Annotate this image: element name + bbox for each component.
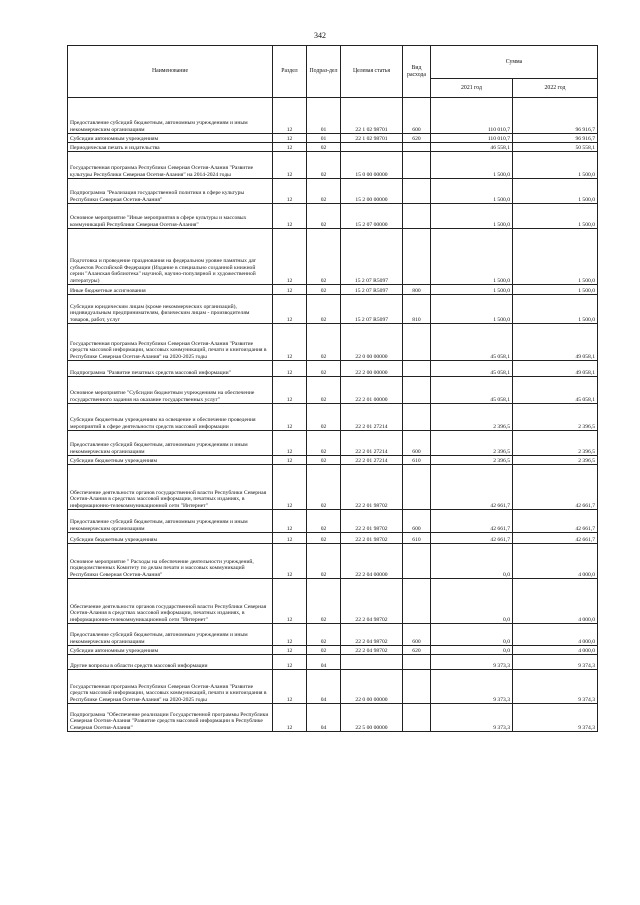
cell-s2021: 45 058,1 [431,361,513,377]
header-podrazdel: Подраз-дел [307,46,341,98]
cell-code: 22 1 02 98701 [341,98,403,134]
table-row [68,98,598,134]
cell-vid: 800 [403,285,431,295]
table-row [68,646,598,655]
cell-name: Предоставление субсидий бюджетным, автономным учреждениям и иным некоммерческим организациям [68,510,273,533]
cell-s2022: 42 661,7 [513,533,598,544]
table-row [68,229,598,285]
header-year-2022: 2022 год [513,79,598,98]
cell-s2022: 42 661,7 [513,510,598,533]
header-year-2021: 2021 год [431,79,513,98]
cell-s2021: 1 500,0 [431,152,513,179]
cell-s2022: 9 374,3 [513,704,598,732]
cell-vid [403,544,431,579]
cell-name: Субсидии юридическим лицам (кроме некоммерческих организаций), индивидуальным предпринимателям, физическим лицам - производителям товаров, работ, услуг [68,295,273,324]
cell-vid: 600 [403,510,431,533]
table-row [68,377,598,404]
cell-name: Государственная программа Республики Северная Осетия-Алания "Развитие культуры Республики Северная Осетия-Алания" на 2014-2024 годы [68,152,273,179]
cell-podrazdel: 02 [307,456,341,465]
cell-vid: 600 [403,431,431,456]
cell-code: 15 2 07 00000 [341,204,403,229]
cell-s2021: 2 396,5 [431,431,513,456]
cell-vid: 610 [403,533,431,544]
cell-vid: 600 [403,98,431,134]
cell-code: 15 2 00 00000 [341,179,403,204]
cell-s2021: 9 373,3 [431,655,513,670]
cell-vid [403,204,431,229]
table-row [68,544,598,579]
cell-vid: 610 [403,456,431,465]
cell-s2021: 1 500,0 [431,285,513,295]
cell-podrazdel: 02 [307,179,341,204]
cell-podrazdel: 01 [307,98,341,134]
table-row [68,579,598,624]
cell-s2021: 0,0 [431,544,513,579]
cell-razdel: 12 [273,179,307,204]
cell-razdel: 12 [273,404,307,431]
cell-vid [403,377,431,404]
cell-code: 22 0 00 00000 [341,324,403,361]
cell-s2022: 49 058,1 [513,324,598,361]
cell-code: 22 2 04 98702 [341,579,403,624]
header-code: Целевая статья [341,46,403,98]
table-row [68,152,598,179]
cell-podrazdel: 02 [307,533,341,544]
cell-code: 22 2 00 00000 [341,361,403,377]
cell-razdel: 12 [273,646,307,655]
cell-s2021: 42 661,7 [431,533,513,544]
cell-podrazdel: 02 [307,465,341,510]
cell-razdel: 12 [273,704,307,732]
cell-vid [403,229,431,285]
cell-s2021: 110 010,7 [431,98,513,134]
budget-table [67,45,598,732]
cell-s2021: 45 058,1 [431,377,513,404]
cell-vid [403,179,431,204]
cell-podrazdel: 02 [307,377,341,404]
header-vid: Вид расхода [403,46,431,98]
cell-name: Периодическая печать и издательства [68,143,273,152]
table-row [68,624,598,646]
table-row [68,143,598,152]
cell-code: 22 2 01 27214 [341,431,403,456]
cell-name: Субсидии бюджетным учреждениям [68,456,273,465]
cell-s2021: 0,0 [431,646,513,655]
cell-name: Основное мероприятие "Субсидии бюджетным учреждениям на обеспечение государственного задания на оказание государственных услуг" [68,377,273,404]
cell-code: 22 2 04 00000 [341,544,403,579]
cell-vid: 620 [403,646,431,655]
cell-s2022: 45 058,1 [513,377,598,404]
cell-code: 22 2 01 00000 [341,377,403,404]
cell-s2022: 9 374,3 [513,655,598,670]
cell-s2022: 2 396,5 [513,431,598,456]
cell-code: 22 5 00 00000 [341,704,403,732]
cell-razdel: 12 [273,324,307,361]
cell-s2022: 1 500,0 [513,229,598,285]
cell-s2021: 1 500,0 [431,179,513,204]
cell-vid [403,579,431,624]
cell-s2022: 42 661,7 [513,465,598,510]
cell-s2021: 0,0 [431,579,513,624]
cell-razdel: 12 [273,579,307,624]
cell-code: 22 1 02 98701 [341,134,403,143]
cell-razdel: 12 [273,431,307,456]
cell-name: Субсидии бюджетным учреждениям на освещение и обеспечение проведения мероприятий в сфере деятельности средств массовой информации [68,404,273,431]
cell-razdel: 12 [273,98,307,134]
cell-razdel: 12 [273,510,307,533]
cell-razdel: 12 [273,533,307,544]
cell-vid [403,704,431,732]
cell-s2021: 46 558,1 [431,143,513,152]
cell-vid [403,324,431,361]
cell-name: Основное мероприятие "Иные мероприятия в сфере культуры и массовых коммуникаций Республики Северная Осетия-Алания" [68,204,273,229]
cell-podrazdel: 02 [307,431,341,456]
cell-podrazdel: 02 [307,510,341,533]
cell-s2021: 1 500,0 [431,295,513,324]
table-row [68,179,598,204]
cell-podrazdel: 02 [307,229,341,285]
cell-razdel: 12 [273,655,307,670]
cell-s2021: 2 396,5 [431,404,513,431]
table-row [68,204,598,229]
cell-s2021: 42 661,7 [431,510,513,533]
cell-s2021: 0,0 [431,624,513,646]
cell-s2022: 96 916,7 [513,134,598,143]
cell-code: 22 2 04 98702 [341,624,403,646]
table-row [68,324,598,361]
cell-razdel: 12 [273,143,307,152]
cell-code: 15 2 07 R5097 [341,285,403,295]
cell-name: Предоставление субсидий бюджетным, автономным учреждениям и иным некоммерческим организациям [68,98,273,134]
cell-vid: 620 [403,134,431,143]
cell-code: 22 2 01 98702 [341,533,403,544]
cell-vid: 600 [403,624,431,646]
cell-name: Обеспечение деятельности органов государственной власти Республики Северная Осетия-Алания в средствах массовой информации, печатных изданиях, в информационно-телекоммуникационной сети "Интернет" [68,465,273,510]
cell-razdel: 12 [273,361,307,377]
cell-code: 15 2 07 R5097 [341,229,403,285]
header-razdel: Раздел [273,46,307,98]
cell-name: Предоставление субсидий бюджетным, автономным учреждениям и иным некоммерческим организациям [68,431,273,456]
cell-s2022: 1 500,0 [513,152,598,179]
cell-code [341,655,403,670]
cell-s2022: 1 500,0 [513,204,598,229]
cell-razdel: 12 [273,152,307,179]
table-row [68,510,598,533]
table-row [68,134,598,143]
cell-podrazdel: 04 [307,704,341,732]
cell-code: 15 0 00 00000 [341,152,403,179]
cell-razdel: 12 [273,670,307,704]
cell-code: 22 2 01 27214 [341,456,403,465]
cell-s2022: 1 500,0 [513,179,598,204]
header-sum: Сумма [431,46,598,79]
cell-code: 22 2 01 98702 [341,465,403,510]
table-row [68,456,598,465]
cell-name: Подпрограмма "Обеспечение реализации Государственной программы Республики Северная Осетия-Алания "Развитие средств массовой информации в Республике Северная Осетия-Алания" [68,704,273,732]
cell-s2022: 2 396,5 [513,456,598,465]
cell-s2022: 9 374,3 [513,670,598,704]
cell-podrazdel: 01 [307,134,341,143]
cell-vid [403,670,431,704]
cell-podrazdel: 02 [307,143,341,152]
table-row [68,655,598,670]
table-row [68,465,598,510]
cell-razdel: 12 [273,204,307,229]
cell-name: Обеспечение деятельности органов государственной власти Республики Северная Осетия-Алания в средствах массовой информации, печатных изданиях, в информационно-телекоммуникационной сети "Интернет" [68,579,273,624]
cell-podrazdel: 02 [307,646,341,655]
cell-razdel: 12 [273,544,307,579]
cell-s2021: 9 373,3 [431,670,513,704]
cell-code: 22 2 01 27214 [341,404,403,431]
cell-name: Подпрограмма "Развитие печатных средств массовой информации" [68,361,273,377]
cell-razdel: 12 [273,456,307,465]
cell-s2022: 4 000,0 [513,579,598,624]
cell-razdel: 12 [273,624,307,646]
cell-vid [403,152,431,179]
cell-razdel: 12 [273,295,307,324]
table-row [68,431,598,456]
cell-name: Государственная программа Республики Северная Осетия-Алания "Развитие средств массовой информации, массовых коммуникаций, печати и книгоиздания в Республике Северная Осетия-Алания" на 2020-2025 годы [68,324,273,361]
cell-s2022: 2 396,5 [513,404,598,431]
cell-razdel: 12 [273,134,307,143]
table-row [68,670,598,704]
cell-name: Субсидии автономным учреждениям [68,134,273,143]
cell-vid [403,143,431,152]
cell-code: 22 0 00 00000 [341,670,403,704]
cell-vid [403,465,431,510]
cell-name: Иные бюджетные ассигнования [68,285,273,295]
cell-podrazdel: 02 [307,579,341,624]
cell-s2021: 1 500,0 [431,204,513,229]
cell-vid: 810 [403,295,431,324]
cell-razdel: 12 [273,229,307,285]
cell-podrazdel: 02 [307,361,341,377]
cell-code [341,143,403,152]
cell-vid [403,655,431,670]
table-row [68,533,598,544]
cell-podrazdel: 02 [307,324,341,361]
cell-razdel: 12 [273,377,307,404]
cell-podrazdel: 04 [307,655,341,670]
cell-s2022: 1 500,0 [513,295,598,324]
cell-s2021: 45 058,1 [431,324,513,361]
cell-podrazdel: 02 [307,204,341,229]
cell-code: 22 2 01 98702 [341,510,403,533]
cell-s2022: 1 500,0 [513,285,598,295]
cell-name: Субсидии автономным учреждениям [68,646,273,655]
cell-podrazdel: 02 [307,285,341,295]
cell-s2021: 42 661,7 [431,465,513,510]
cell-code: 22 2 04 98702 [341,646,403,655]
cell-podrazdel: 02 [307,544,341,579]
cell-s2021: 1 500,0 [431,229,513,285]
cell-name: Подпрограмма "Реализация государственной политики в сфере культуры Республики Северная Осетия-Алания" [68,179,273,204]
cell-s2021: 2 396,5 [431,456,513,465]
cell-name: Предоставление субсидий бюджетным, автономным учреждениям и иным некоммерческим организациям [68,624,273,646]
cell-name: Основное мероприятие " Расходы на обеспечение деятельности учреждений, подведомственных Комитету по делам печати и массовых коммуникаций Республики Северная Осетия-Алания" [68,544,273,579]
cell-podrazdel: 02 [307,152,341,179]
cell-podrazdel: 04 [307,670,341,704]
cell-name: Другие вопросы в области средств массовой информации [68,655,273,670]
cell-vid [403,361,431,377]
cell-razdel: 12 [273,285,307,295]
page-number: 342 [314,31,326,40]
cell-name: Подготовка и проведение празднования на федеральном уровне памятных дат субъектов Российской Федерации (Издание в специально созданной книжной серии "Аланская библиотека" научной, научно-популярной и художественной литературы) [68,229,273,285]
cell-vid [403,404,431,431]
cell-s2022: 96 916,7 [513,98,598,134]
cell-name: Субсидии бюджетным учреждениям [68,533,273,544]
cell-s2022: 50 558,1 [513,143,598,152]
header-name: Наименование [68,46,273,98]
cell-podrazdel: 02 [307,295,341,324]
cell-code: 15 2 07 R5097 [341,295,403,324]
table-row [68,404,598,431]
cell-podrazdel: 02 [307,404,341,431]
cell-name: Государственная программа Республики Северная Осетия-Алания "Развитие средств массовой информации, массовых коммуникаций, печати и книгоиздания в Республике Северная Осетия-Алания" на 2020-2025 годы [68,670,273,704]
cell-podrazdel: 02 [307,624,341,646]
cell-razdel: 12 [273,465,307,510]
cell-s2022: 49 058,1 [513,361,598,377]
table-row [68,361,598,377]
table-row [68,285,598,295]
cell-s2022: 4 000,0 [513,624,598,646]
table-row [68,295,598,324]
table-body [68,98,598,732]
cell-s2021: 9 373,3 [431,704,513,732]
table-row [68,704,598,732]
cell-s2022: 4 000,0 [513,646,598,655]
cell-s2022: 4 000,0 [513,544,598,579]
cell-s2021: 110 010,7 [431,134,513,143]
